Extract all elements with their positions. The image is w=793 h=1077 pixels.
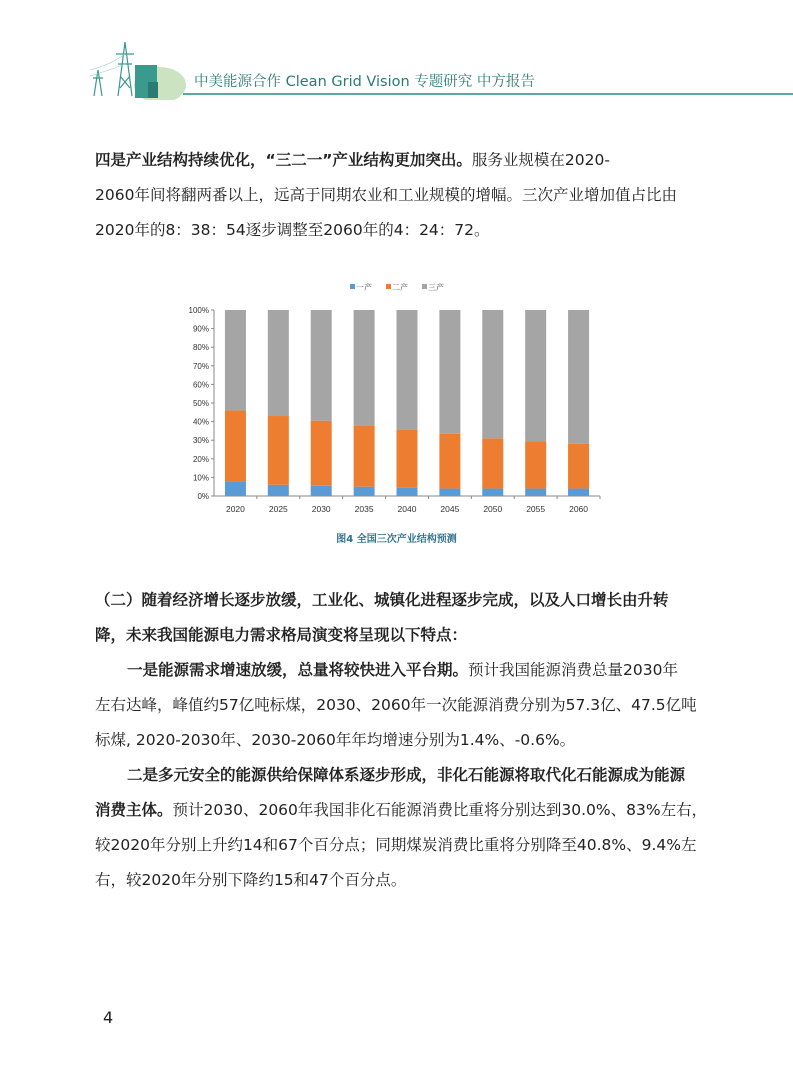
bar-segment-二产 [397, 430, 418, 488]
text: 服务业规模在2020- [471, 151, 610, 169]
page-number: 4 [103, 1008, 114, 1027]
y-tick-label: 100% [188, 306, 209, 315]
legend-label: 三产 [428, 283, 444, 292]
bar-segment-三产 [268, 310, 289, 416]
bar-segment-三产 [482, 310, 503, 438]
bold-text: 四是产业结构持续优化，“三二一”产业结构更加突出。 [95, 151, 472, 169]
text: 右，较2020年分别下降约15和47个百分点。 [95, 871, 407, 889]
bar-segment-一产 [568, 489, 589, 496]
bar-segment-一产 [525, 489, 546, 496]
bar-segment-三产 [525, 310, 546, 441]
header-title: 中美能源合作 Clean Grid Vision 专题研究 中方报告 [194, 74, 535, 90]
bar-segment-二产 [568, 444, 589, 489]
legend-swatch [386, 284, 391, 289]
legend-swatch [422, 284, 427, 289]
bar-segment-一产 [439, 489, 460, 496]
y-tick-label: 70% [192, 361, 209, 371]
text-line [95, 588, 669, 610]
text: 左右达峰，峰值约57亿吨标煤，2030、2060年一次能源消费分别为57.3亿、47.5亿吨 [95, 696, 697, 714]
text: 预计我国能源消费总量2030年 [468, 661, 678, 679]
text: 标煤, 2020-2030年、2030-2060年年均增速分别为1.4%、-0.6%。 [95, 731, 576, 749]
bar-segment-一产 [397, 488, 418, 496]
bar-segment-二产 [482, 438, 503, 488]
x-tick-label: 2060 [569, 504, 589, 514]
y-tick-label: 20% [192, 454, 209, 464]
bar-segment-一产 [354, 487, 375, 496]
text: 2060年间将翻两番以上，远高于同期农业和工业规模的增幅。三次产业增加值占比由 [95, 186, 677, 204]
text-line [127, 763, 685, 785]
y-tick-label: 30% [192, 436, 209, 446]
x-tick-label: 2050 [483, 504, 503, 514]
bar-segment-二产 [525, 441, 546, 488]
text-line [95, 693, 697, 715]
bar-segment-二产 [311, 421, 332, 486]
y-tick-label: 60% [192, 380, 209, 390]
text: 2020年的8：38：54逐步调整至2060年的4：24：72。 [95, 221, 490, 239]
y-tick-label: 0% [197, 492, 209, 501]
bar-segment-二产 [354, 425, 375, 486]
bar-segment-三产 [354, 310, 375, 425]
bar-segment-二产 [225, 410, 246, 481]
bar-segment-一产 [225, 481, 246, 496]
x-tick-label: 2045 [440, 504, 460, 514]
legend-swatch [350, 284, 355, 289]
text-line [95, 833, 697, 855]
x-tick-label: 2055 [526, 504, 546, 514]
text: 较2020年分别上升约14和67个百分点；同期煤炭消费比重将分别降至40.8%、9.4%左 [95, 836, 697, 854]
bar-segment-三产 [439, 310, 460, 434]
text-line [95, 728, 575, 750]
text-line [95, 623, 467, 645]
bold-text: 降，未来我国能源电力需求格局演变将呈现以下特点： [95, 626, 468, 644]
bold-text: 消费主体。 [95, 801, 173, 819]
x-tick-label: 2020 [225, 504, 245, 514]
x-tick-label: 2025 [268, 504, 288, 514]
text-line [95, 868, 406, 890]
bar-segment-二产 [268, 416, 289, 485]
text: 预计2030、2060年我国非化石能源消费比重将分别达到30.0%、83%左右， [172, 801, 708, 819]
y-tick-label: 90% [192, 324, 209, 334]
y-tick-label: 80% [192, 343, 209, 353]
text-line [95, 798, 707, 820]
bold-text: 二是多元安全的能源供给保障体系逐步形成，非化石能源将取代化石能源成为能源 [127, 766, 686, 784]
x-tick-label: 2040 [397, 504, 417, 514]
bar-segment-一产 [482, 489, 503, 496]
bar-segment-三产 [397, 310, 418, 430]
legend-label: 一产 [356, 283, 372, 292]
bar-segment-三产 [225, 310, 246, 410]
bar-segment-一产 [268, 485, 289, 496]
x-tick-label: 2030 [311, 504, 331, 514]
legend-label: 二产 [392, 283, 408, 292]
bar-segment-三产 [311, 310, 332, 421]
bar-segment-一产 [311, 486, 332, 496]
x-tick-label: 2035 [354, 504, 374, 514]
y-tick-label: 40% [192, 417, 209, 427]
y-tick-label: 50% [192, 399, 209, 408]
bold-text: 一是能源需求增速放缓，总量将较快进入平台期。 [127, 661, 469, 679]
y-tick-label: 10% [192, 473, 209, 483]
bar-segment-三产 [568, 310, 589, 444]
bold-text: （二）随着经济增长逐步放缓，工业化、城镇化进程逐步完成，以及人口增长由升转 [95, 591, 669, 609]
text-line [127, 658, 678, 680]
bar-segment-二产 [439, 434, 460, 489]
figure-caption: 图4 全国三次产业结构预测 [336, 534, 457, 545]
